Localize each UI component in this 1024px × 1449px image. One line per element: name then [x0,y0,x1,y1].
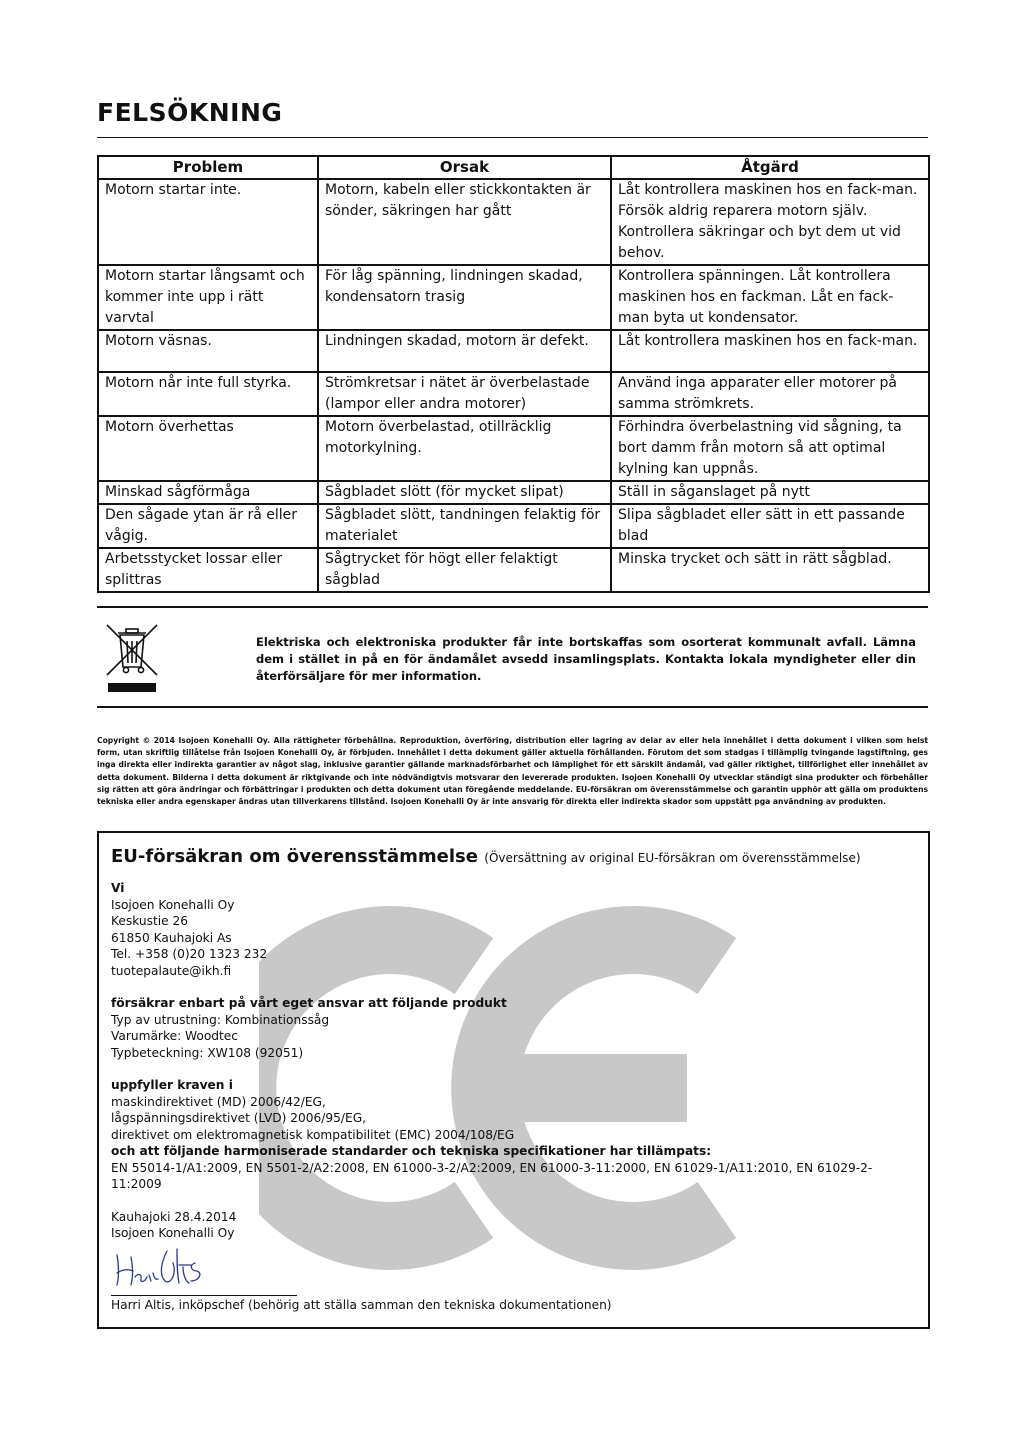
city-address: 61850 Kauhajoki As [111,930,232,945]
cause-cell: Sågtrycket för högt eller felaktigt sågblad [318,548,611,592]
page-title: FELSÖKNING [97,98,283,127]
action-cell: Använd inga apparater eller motorer på samma strömkrets. [611,372,929,416]
problem-cell: Minskad sågförmåga [98,481,318,504]
weee-bottom-divider [97,706,928,708]
signing-company: Isojoen Konehalli Oy [111,1226,235,1240]
header-problem: Problem [98,156,318,179]
cause-cell: För låg spänning, lindningen skadad, kondensatorn trasig [318,265,611,330]
weee-disposal-notice: Elektriska och elektroniska produkter får inte bortskaffas som osorterat kommunalt avfall. Lämna dem i stället in på en för ändamålet avsedd insamlingsplats. Kontakta lokala myndigheter eller din återförsäljare för mer information. [256,635,916,683]
table-row [98,504,929,548]
header-cause: Orsak [318,156,611,179]
table-row [98,330,929,372]
problem-cell: Motorn startar inte. [98,179,318,265]
table-row [98,416,929,481]
cause-cell: Motorn överbelastad, otillräcklig motorkylning. [318,416,611,481]
header-action: Åtgärd [611,156,929,179]
directive-lvd: lågspänningsdirektivet (LVD) 2006/95/EG, [111,1111,367,1125]
problem-cell: Motorn väsnas. [98,330,318,372]
cause-cell: Sågbladet slött, tandningen felaktig för materialet [318,504,611,548]
action-cell: Kontrollera spänningen. Låt kontrollera maskinen hos en fackman. Låt en fack-man byta ut kondensator. [611,265,929,330]
action-cell: Minska trycket och sätt in rätt sågblad. [611,548,929,592]
cause-cell: Sågbladet slött (för mycket slipat) [318,481,611,504]
eu-declaration-box [97,831,930,1329]
cause-cell: Lindningen skadad, motorn är defekt. [318,330,611,372]
title-divider [97,137,928,138]
cause-cell: Motorn, kabeln eller stickkontakten är sönder, säkringen har gått [318,179,611,265]
declaration-title: EU-försäkran om överensstämmelse [111,846,478,867]
place-date: Kauhajoki 28.4.2014 [111,1209,237,1224]
standards-list: EN 55014-1/A1:2009, EN 5501-2/A2:2008, EN 61000-3-2/A2:2009, EN 61000-3-11:2000, EN 61029-1/A11:2010, EN 61029-2-11:2009 [111,1160,873,1191]
table-row [98,179,929,265]
equipment-type: Typ av utrustning: Kombinationssåg [111,1012,330,1027]
model-designation: Typbeteckning: XW108 (92051) [111,1045,304,1060]
cause-cell: Strömkretsar i nätet är överbelastade (lampor eller andra motorer) [318,372,611,416]
action-cell: Låt kontrollera maskinen hos en fack-man. Försök aldrig reparera motorn själv. Kontrollera säkringar och byt dem ut vid behov. [611,179,929,265]
crossed-out-wheelie-bin-icon [104,619,160,695]
table-row [98,481,929,504]
company-name: Isojoen Konehalli Oy [111,897,235,912]
problem-cell: Motorn överhettas [98,416,318,481]
declaration-subtitle: (Översättning av original EU-försäkran om överensstämmelse) [484,851,861,865]
we-label: Vi [111,881,125,895]
table-header-row [98,156,929,179]
troubleshooting-table [97,155,930,593]
action-cell: Ställ in såganslaget på nytt [611,481,929,504]
email-address: tuotepalaute@ikh.fi [111,963,232,978]
signature-line [111,1295,297,1296]
action-cell: Låt kontrollera maskinen hos en fack-man. [611,330,929,372]
table-row [98,548,929,592]
directive-emc: direktivet om elektromagnetisk kompatibilitet (EMC) 2004/108/EG [111,1127,515,1142]
declaration-heading [111,845,918,870]
phone-number: Tel. +358 (0)20 1323 232 [111,947,268,961]
table-row [98,372,929,416]
copyright-notice: Copyright © 2014 Isojoen Konehalli Oy. Alla rättigheter förbehållna. Reproduktion, överföring, distribution eller lagring av delar av eller hela innehållet i detta dokument i vilken som helst form, utan skriftlig tillåtelse från Isojoen Konehalli Oy, är förbjuden. Innehållet i detta dokument gäller aktuella förhållanden. Förutom det som stadgas i tillämplig tvingande lagstiftning, ges inga direkta eller indirekta garantier av något slag, inklusive garantier gällande marknadsförbarhet och lämplighet för ett särskilt ändamål, vad gäller riktighet, tillförlighet eller innehållet av detta dokument. Bilderna i detta dokument är riktgivande och inte nödvändigtvis motsvarar den levererade produkten. Isojoen Konehalli Oy utvecklar ständigt sina produkter och förbehåller sig rätten att göra ändringar och förbättringar i produkten och detta dokument utan föregående meddelande. EU-försäkran om överensstämmelse och garantin upphör att gälla om produktens tekniska eller andra egenskaper ändras utan tillverkarens tillstånd. Isojoen Konehalli Oy är inte ansvarig för direkta eller indirekta skador som uppstått pga användning av produkten. [97,736,928,807]
standards-label: och att följande harmoniserade standarder och tekniska specifikationer har tillämpats: [111,1144,712,1158]
table-row [98,265,929,330]
problem-cell: Arbetsstycket lossar eller splittras [98,548,318,592]
complies-label: uppfyller kraven i [111,1078,233,1092]
declares-label: försäkrar enbart på vårt eget ansvar att följande produkt [111,996,507,1010]
handwritten-signature [111,1243,211,1291]
signatory-name: Harri Altis, inköpschef (behörig att ställa samman den tekniska dokumentationen) [111,1298,612,1312]
eu-declaration-content [111,845,918,1242]
problem-cell: Den sågade ytan är rå eller vågig. [98,504,318,548]
action-cell: Förhindra överbelastning vid sågning, ta bort damm från motorn så att optimal kylning kan uppnås. [611,416,929,481]
weee-top-divider [97,606,928,608]
problem-cell: Motorn startar långsamt och kommer inte upp i rätt varvtal [98,265,318,330]
brand-name: Varumärke: Woodtec [111,1029,239,1043]
directive-md: maskindirektivet (MD) 2006/42/EG, [111,1094,326,1109]
action-cell: Slipa sågbladet eller sätt in ett passande blad [611,504,929,548]
street-address: Keskustie 26 [111,914,189,928]
problem-cell: Motorn når inte full styrka. [98,372,318,416]
